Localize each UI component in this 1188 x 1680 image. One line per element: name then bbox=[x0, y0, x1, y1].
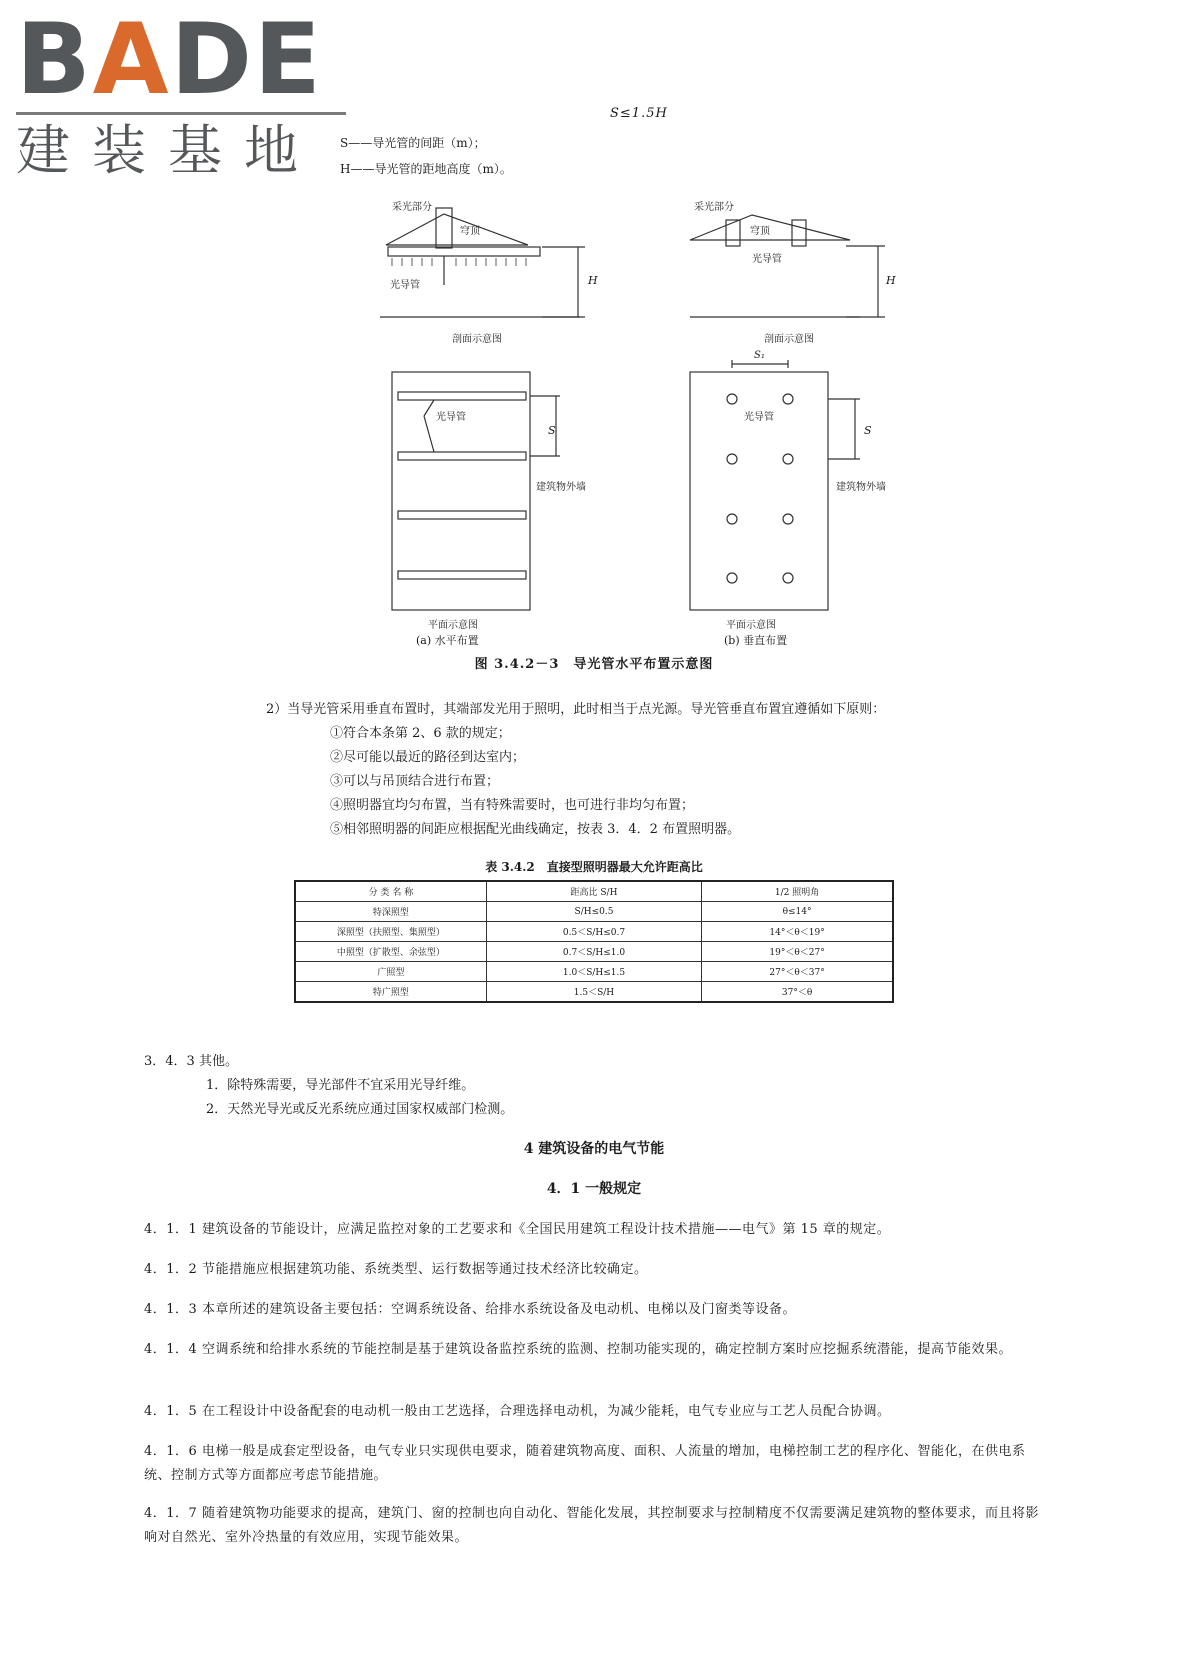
right-plan-tube bbox=[783, 573, 793, 583]
paragraph: 4．1．5 在工程设计中设备配套的电动机一般由工艺选择，合理选择电动机，为减少能耗，电气专业应与工艺人员配合协调。 bbox=[144, 1404, 891, 1419]
legend-s: S——导光管的间距（m）； bbox=[340, 136, 486, 150]
right-spacing-label: S bbox=[864, 424, 872, 437]
right-wall-label: 建筑物外墙 bbox=[836, 482, 886, 493]
right-tube-a bbox=[726, 220, 740, 246]
chapter-title: 4 建筑设备的电气节能 bbox=[523, 1141, 665, 1157]
left-plan-tube bbox=[398, 511, 526, 519]
right-tube-label: 光导管 bbox=[752, 254, 782, 265]
figure-diagram bbox=[0, 0, 1188, 680]
left-roof bbox=[386, 214, 528, 245]
section2-item: ⑤相邻照明器的间距应根据配光曲线确定，按表 3．4．2 布置照明器。 bbox=[330, 822, 741, 837]
table-cell: 1.0＜S/H≤1.5 bbox=[486, 962, 701, 982]
left-plan-tube-label: 光导管 bbox=[436, 412, 466, 423]
table-cell: 特广照型 bbox=[295, 982, 486, 1003]
right-section-caption: 剖面示意图 bbox=[764, 334, 814, 345]
table-row bbox=[295, 942, 893, 962]
left-collector-label: 采光部分 bbox=[392, 202, 432, 213]
table-cell: 特深照型 bbox=[295, 902, 486, 922]
left-subcaption: (a) 水平布置 bbox=[416, 634, 479, 647]
formula: S≤1.5H bbox=[610, 106, 668, 121]
table-row bbox=[295, 962, 893, 982]
section2-intro: 2）当导光管采用垂直布置时，其端部发光用于照明，此时相当于点光源。导光管垂直布置宜遵循如下原则： bbox=[266, 702, 886, 717]
left-spacing-label: S bbox=[548, 424, 556, 437]
left-wall-label: 建筑物外墙 bbox=[536, 482, 586, 493]
section-title: 4．1 一般规定 bbox=[546, 1181, 642, 1197]
left-tube-label: 光导管 bbox=[390, 280, 420, 291]
table-header-row bbox=[295, 881, 893, 902]
table-cell: 中照型（扩散型、余弦型） bbox=[295, 942, 486, 962]
legend-h: H——导光管的距地高度（m）。 bbox=[340, 162, 512, 176]
sec343-item: 1．除特殊需要，导光部件不宜采用光导纤维。 bbox=[206, 1078, 475, 1093]
right-plan-caption: 平面示意图 bbox=[726, 620, 776, 631]
right-plan-tube bbox=[727, 573, 737, 583]
section2-item: ③可以与吊顶结合进行布置； bbox=[330, 774, 500, 789]
left-section-caption: 剖面示意图 bbox=[452, 334, 502, 345]
table-cell: 广照型 bbox=[295, 962, 486, 982]
table-cell: 37°＜θ bbox=[702, 982, 893, 1003]
paragraph: 4．1．6 电梯一般是成套定型设备，电气专业只实现供电要求，随着建筑物高度、面积、人流量的增加，电梯控制工艺的程序化、智能化，在供电系统、控制方式等方面都应考虑节能措施。 bbox=[144, 1444, 1026, 1483]
right-spacing-top-label: S₁ bbox=[754, 350, 765, 361]
right-tube-b bbox=[792, 220, 806, 246]
paragraph: 4．1．4 空调系统和给排水系统的节能控制是基于建筑设备监控系统的监测、控制功能实现的，确定控制方案时应挖掘系统潜能，提高节能效果。 bbox=[144, 1342, 1012, 1357]
right-roof bbox=[690, 215, 850, 240]
ratio-table bbox=[294, 880, 894, 1003]
table-row bbox=[295, 922, 893, 942]
table-cell: θ≤14° bbox=[702, 902, 893, 922]
figure-title: 图 3.4.2－3 导光管水平布置示意图 bbox=[474, 657, 714, 672]
table-cell: 0.5＜S/H≤0.7 bbox=[486, 922, 701, 942]
right-plan-tube bbox=[727, 454, 737, 464]
paragraph: 4．1．1 建筑设备的节能设计，应满足监控对象的工艺要求和《全国民用建筑工程设计技术措施——电气》第 15 章的规定。 bbox=[144, 1222, 891, 1237]
sec343-item: 2．天然光导光或反光系统应通过国家权威部门检测。 bbox=[206, 1102, 514, 1117]
logo-wordmark: BADE bbox=[16, 3, 323, 117]
paragraph: 4．1．2 节能措施应根据建筑功能、系统类型、运行数据等通过技术经济比较确定。 bbox=[144, 1262, 648, 1277]
table-row bbox=[295, 982, 893, 1003]
left-plan-caption: 平面示意图 bbox=[428, 620, 478, 631]
table-cell: 14°＜θ＜19° bbox=[702, 922, 893, 942]
table-cell: 0.7＜S/H≤1.0 bbox=[486, 942, 701, 962]
left-plan-tube bbox=[398, 571, 526, 579]
table-cell: 深照型（扶照型、集照型） bbox=[295, 922, 486, 942]
right-plan-tube-label: 光导管 bbox=[744, 412, 774, 423]
right-plan-tube bbox=[727, 394, 737, 404]
table-caption: 表 3.4.2 直接型照明器最大允许距高比 bbox=[485, 860, 703, 874]
right-height-label: H bbox=[886, 274, 896, 287]
table-header-cell: 距高比 S/H bbox=[486, 881, 701, 902]
section2-item: ①符合本条第 2、6 款的规定； bbox=[330, 726, 511, 741]
paragraph: 4．1．3 本章所述的建筑设备主要包括：空调系统设备、给排水系统设备及电动机、电梯以及门窗类等设备。 bbox=[144, 1302, 796, 1317]
section2-item: ④照明器宜均匀布置，当有特殊需要时，也可进行非均匀布置； bbox=[330, 798, 695, 813]
right-plan-tube bbox=[783, 394, 793, 404]
right-collector-label: 采光部分 bbox=[694, 202, 734, 213]
table-cell: 19°＜θ＜27° bbox=[702, 942, 893, 962]
left-plan-tube bbox=[398, 392, 526, 400]
left-plan-tube bbox=[398, 452, 526, 460]
right-roof-label: 穹顶 bbox=[750, 226, 770, 237]
table-header-cell: 分 类 名 称 bbox=[295, 881, 486, 902]
left-height-label: H bbox=[588, 274, 598, 287]
table-row bbox=[295, 902, 893, 922]
paragraph: 4．1．7 随着建筑物功能要求的提高，建筑门、窗的控制也向自动化、智能化发展，其控制要求与控制精度不仅需要满足建筑物的整体要求，而且将影响对自然光、室外冷热量的有效应用，实现节能效果。 bbox=[144, 1506, 1039, 1545]
table-header-cell: 1/2 照明角 bbox=[702, 881, 893, 902]
right-plan-tube bbox=[783, 454, 793, 464]
right-plan-tube bbox=[783, 514, 793, 524]
right-subcaption: (b) 垂直布置 bbox=[724, 634, 788, 647]
table-cell: S/H≤0.5 bbox=[486, 902, 701, 922]
table-cell: 27°＜θ＜37° bbox=[702, 962, 893, 982]
section2-item: ②尽可能以最近的路径到达室内； bbox=[330, 750, 526, 765]
left-roof-label: 穹顶 bbox=[460, 226, 480, 237]
table-cell: 1.5＜S/H bbox=[486, 982, 701, 1003]
sec343-title: 3．4．3 其他。 bbox=[144, 1054, 238, 1069]
right-plan-tube bbox=[727, 514, 737, 524]
logo-subtitle: 建装基地 bbox=[16, 119, 320, 182]
